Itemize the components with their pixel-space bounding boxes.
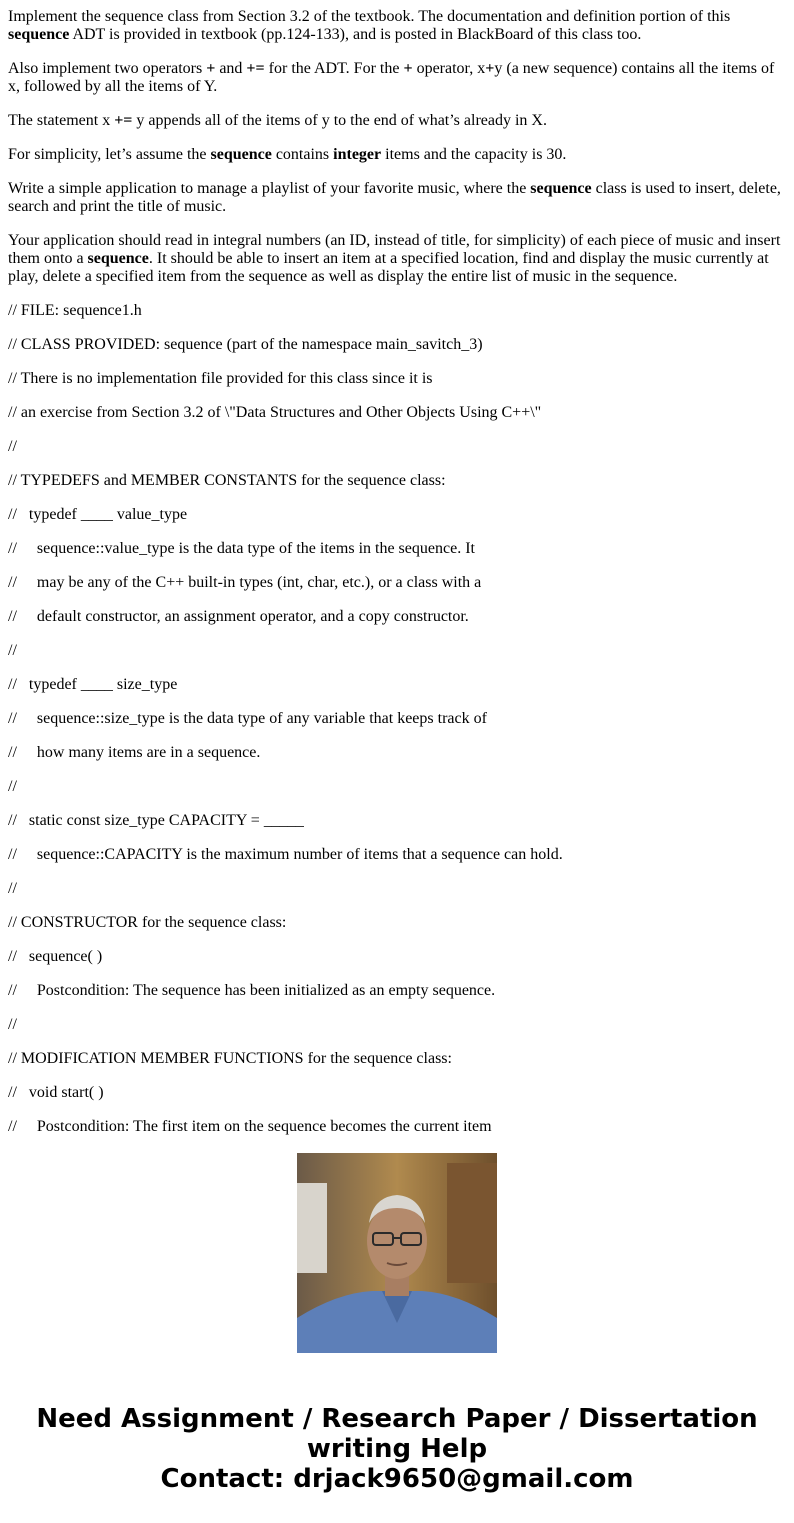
bold-term: sequence	[210, 146, 272, 163]
contact-line: Contact: drjack9650@gmail.com	[160, 1464, 634, 1494]
text-run: items and the capacity is 30.	[381, 146, 567, 163]
intro-paragraph-2	[8, 60, 786, 96]
code-line: //	[8, 778, 17, 795]
code-line: // static const size_type CAPACITY = _____	[8, 812, 304, 829]
code-line: // typedef ____ size_type	[8, 676, 178, 693]
text-run: for the ADT. For the	[264, 60, 404, 77]
promo-line-2: writing Help	[306, 1434, 488, 1464]
intro-paragraph-5	[8, 180, 786, 216]
code-line: // CONSTRUCTOR for the sequence class:	[8, 914, 287, 931]
text-run: Your application should read in integral numbers (an ID, instead of title, for simplicity) of each piece of music and insert them onto a	[8, 232, 785, 267]
code-line: // MODIFICATION MEMBER FUNCTIONS for the sequence class:	[8, 1050, 452, 1067]
text-run: Also implement two operators	[8, 60, 207, 77]
code-line: // how many items are in a sequence.	[8, 744, 261, 761]
text-run: For simplicity, let’s assume the	[8, 146, 211, 163]
text-run: Write a simple application to manage a playlist of your favorite music, where the	[8, 180, 531, 197]
code-line: // Postcondition: The first item on the sequence becomes the current item	[8, 1118, 492, 1135]
code-line: // sequence::CAPACITY is the maximum number of items that a sequence can hold.	[8, 846, 563, 863]
promo-line-1: Need Assignment / Research Paper / Dissertation	[36, 1404, 758, 1434]
code-line: // typedef ____ value_type	[8, 506, 188, 523]
intro-paragraph-1	[8, 8, 786, 44]
code-line: // an exercise from Section 3.2 of \"Data Structures and Other Objects Using C++\"	[8, 404, 542, 421]
bold-term: +=	[246, 60, 265, 77]
code-line: // FILE: sequence1.h	[8, 302, 142, 319]
code-comment-block	[8, 302, 786, 1136]
code-line: // may be any of the C++ built-in types (int, char, etc.), or a class with a	[8, 574, 482, 591]
code-line: //	[8, 1016, 17, 1033]
bold-term: +	[485, 60, 495, 77]
text-run: y appends all of the items of y to the end of what’s already in X.	[132, 112, 547, 129]
bold-term: +	[206, 60, 216, 77]
text-run: The statement x	[8, 112, 115, 129]
text-run: class is used to insert, delete, search and print the title of music.	[8, 180, 785, 215]
text-run: and	[215, 60, 247, 77]
author-photo	[297, 1153, 497, 1353]
code-line: // There is no implementation file provided for this class since it is	[8, 370, 433, 387]
intro-paragraph-6	[8, 232, 786, 286]
intro-paragraph-4	[8, 146, 786, 164]
code-line: // sequence::size_type is the data type of any variable that keeps track of	[8, 710, 487, 727]
bold-term: integer	[333, 146, 382, 163]
text-run: ADT is provided in textbook (pp.124-133), and is posted in BlackBoard of this class too.	[69, 26, 642, 43]
portrait-image	[297, 1153, 497, 1353]
bold-term: +=	[114, 112, 133, 129]
text-run: Implement the sequence class from Section 3.2 of the textbook. The documentation and definition portion of this	[8, 8, 735, 25]
text-run: y (a new sequence) contains all the items of x, followed by all the items of Y.	[8, 60, 779, 95]
bold-term: sequence	[8, 26, 70, 43]
bold-term: +	[403, 60, 413, 77]
code-line: // sequence::value_type is the data type of the items in the sequence. It	[8, 540, 475, 557]
code-line: // default constructor, an assignment operator, and a copy constructor.	[8, 608, 469, 625]
bold-term: sequence	[87, 250, 149, 267]
code-line: //	[8, 642, 17, 659]
code-line: //	[8, 438, 17, 455]
text-run: operator, x	[412, 60, 486, 77]
code-line: // TYPEDEFS and MEMBER CONSTANTS for the sequence class:	[8, 472, 446, 489]
bold-term: sequence	[530, 180, 592, 197]
code-line: // Postcondition: The sequence has been initialized as an empty sequence.	[8, 982, 496, 999]
promo-footer	[0, 1404, 794, 1494]
text-run: . It should be able to insert an item at a specified location, find and display the music currently at play, delete a specified item from the sequence as well as display the entire list of music in the sequence.	[8, 250, 773, 285]
code-line: //	[8, 880, 17, 897]
document-body	[8, 8, 786, 1135]
intro-paragraph-3	[8, 112, 786, 130]
code-line: // CLASS PROVIDED: sequence (part of the namespace main_savitch_3)	[8, 336, 483, 353]
code-line: // void start( )	[8, 1084, 104, 1101]
text-run: contains	[271, 146, 334, 163]
code-line: // sequence( )	[8, 948, 103, 965]
